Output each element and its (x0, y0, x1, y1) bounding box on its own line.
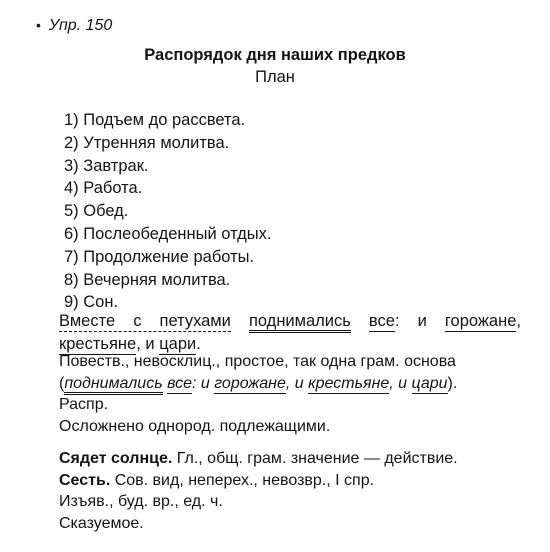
word-analysis-line (59, 448, 529, 470)
plan-item: 2) Утренняя молитва. (64, 133, 230, 152)
punctuation: . (196, 335, 201, 353)
subject-homogeneous: цари (159, 335, 197, 353)
punctuation: : и (394, 312, 445, 330)
word-analysis-line (59, 470, 529, 492)
punctuation: ). (447, 374, 458, 392)
punctuation: ( (59, 374, 65, 392)
bullet-icon: • (36, 17, 41, 33)
punctuation: : и (191, 374, 215, 392)
plan-item: 8) Вечерняя молитва. (64, 270, 231, 289)
word-analysis-line: Изъяв., буд. вр., ед. ч. (59, 493, 223, 510)
exercise-number: Упр. 150 (48, 17, 113, 34)
analysis-line: Распр. (59, 396, 109, 413)
predicate: поднимались (64, 375, 162, 395)
punctuation: , и (136, 335, 160, 353)
analysis-text: Сов. вид, неперех., невозвр., I спр. (110, 471, 375, 489)
subject-homogeneous: цари (411, 374, 448, 392)
page-subtitle: План (255, 68, 295, 86)
example-sentence (59, 310, 521, 356)
plan-item: 5) Обед. (64, 202, 129, 221)
punctuation: , и (285, 374, 309, 392)
subject-generalizing: все (167, 374, 192, 392)
analyzed-phrase: Сядет солнце. (59, 450, 173, 467)
punctuation: , и (389, 374, 412, 392)
plan-item: 6) Послеобеденный отдых. (64, 224, 272, 243)
word-analysis (59, 448, 529, 534)
plan-item: 1) Подъем до рассвета. (64, 111, 246, 129)
plan-item: 7) Продолжение работы. (64, 247, 255, 266)
subject-generalizing: все (368, 312, 395, 330)
adverbial-phrase: Вместе с петухами (59, 312, 231, 330)
plan-item: 9) Сон. (64, 293, 119, 312)
word-analysis-line: Сказуемое. (59, 514, 144, 532)
analysis-line: Повеств., невосклиц., простое, так одна грам. основа (59, 353, 456, 370)
exercise-label (36, 17, 112, 35)
punctuation: , (516, 312, 521, 330)
analysis-line: Осложнено однород. подлежащими. (59, 417, 331, 435)
subject-homogeneous: крестьяне (59, 335, 137, 353)
subject-homogeneous: крестьяне (308, 374, 390, 392)
subject-homogeneous: горожане (214, 374, 286, 392)
analysis-text: Гл., общ. грам. значение — действие. (172, 450, 458, 467)
plan-item: 3) Завтрак. (64, 156, 149, 175)
grammar-basis (59, 373, 537, 395)
plan-list (64, 109, 271, 314)
analyzed-word: Сесть. (59, 471, 111, 489)
plan-item: 4) Работа. (64, 179, 143, 198)
predicate: поднимались (249, 312, 351, 333)
sentence-analysis (59, 351, 537, 437)
subject-homogeneous: горожане (444, 312, 517, 330)
page-title: Распорядок дня наших предков (144, 46, 406, 64)
